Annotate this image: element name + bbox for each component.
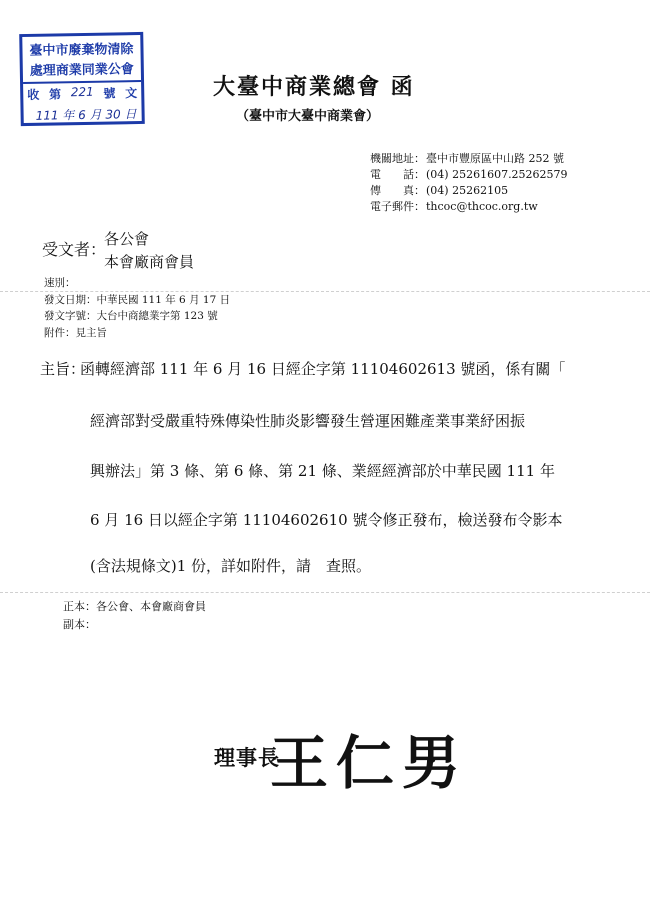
distribution-copy: 副本： <box>63 618 96 631</box>
meta-attachment: 附件：見主旨 <box>44 327 107 339</box>
signature-name: 王仁男 <box>270 729 469 797</box>
received-stamp <box>19 32 145 126</box>
signature-title: 理事長 <box>214 745 280 770</box>
contact-fax-value: (04) 25262105 <box>426 184 509 197</box>
contact-address <box>370 150 564 166</box>
stamp-date: 111 年 6 月 30 日 <box>35 107 137 123</box>
meta-date: 發文日期：中華民國 111 年 6 月 17 日 <box>44 294 231 306</box>
distribution-main: 正本：各公會、本會廠商會員 <box>63 600 206 613</box>
contact-fax <box>370 182 508 198</box>
contact-phone-label: 電 話： <box>370 168 425 181</box>
subject-line: 函轉經濟部 111 年 6 月 16 日經企字第 11104602613 號函，係有關「 <box>80 360 566 378</box>
stamp-di: 第 <box>48 87 62 102</box>
subject-line: 6 月 16 日以經企字第 11104602610 號令修正發布，檢送發布令影本 <box>90 511 563 529</box>
divider <box>0 592 650 593</box>
meta-speed: 速別： <box>44 277 76 289</box>
subject-line: (含法規條文)1 份，詳如附件，請 查照。 <box>90 557 372 575</box>
recipient-label: 受文者： <box>42 240 107 259</box>
stamp-org-line1: 臺中市廢棄物清除 <box>29 42 134 59</box>
contact-fax-label: 傳 真： <box>370 184 425 197</box>
document-title: 大臺中商業總會 函 <box>213 74 415 100</box>
recipient-line: 本會廠商會員 <box>104 253 195 271</box>
stamp-recv: 收 <box>27 87 40 102</box>
contact-address-value: 臺中市豐原區中山路 252 號 <box>426 152 564 165</box>
stamp-org-line2: 處理商業同業公會 <box>29 62 134 79</box>
contact-email <box>370 198 538 214</box>
contact-address-label: 機關地址： <box>370 152 425 165</box>
meta-doc-number: 發文字號：大台中商總業字第 123 號 <box>44 310 218 322</box>
document-subtitle: （臺中市大臺中商業會） <box>236 109 380 124</box>
stamp-wen: 文 <box>125 86 138 101</box>
contact-email-label: 電子郵件： <box>370 200 425 213</box>
subject-line: 經濟部對受嚴重特殊傳染性肺炎影響發生營運困難產業事業紓困振 <box>90 412 526 430</box>
stamp-number: 221 <box>70 84 94 100</box>
contact-email-value: thcoc@thcoc.org.tw <box>426 200 538 213</box>
contact-phone <box>370 166 568 182</box>
subject-line: 興辦法」第 3 條、第 6 條、第 21 條、業經經濟部於中華民國 111 年 <box>90 462 555 480</box>
contact-phone-value: (04) 25261607.25262579 <box>426 168 568 181</box>
subject-label: 主旨： <box>40 360 86 378</box>
recipient-line: 各公會 <box>104 230 150 248</box>
stamp-number-row <box>23 84 141 103</box>
stamp-hao: 號 <box>103 86 116 101</box>
